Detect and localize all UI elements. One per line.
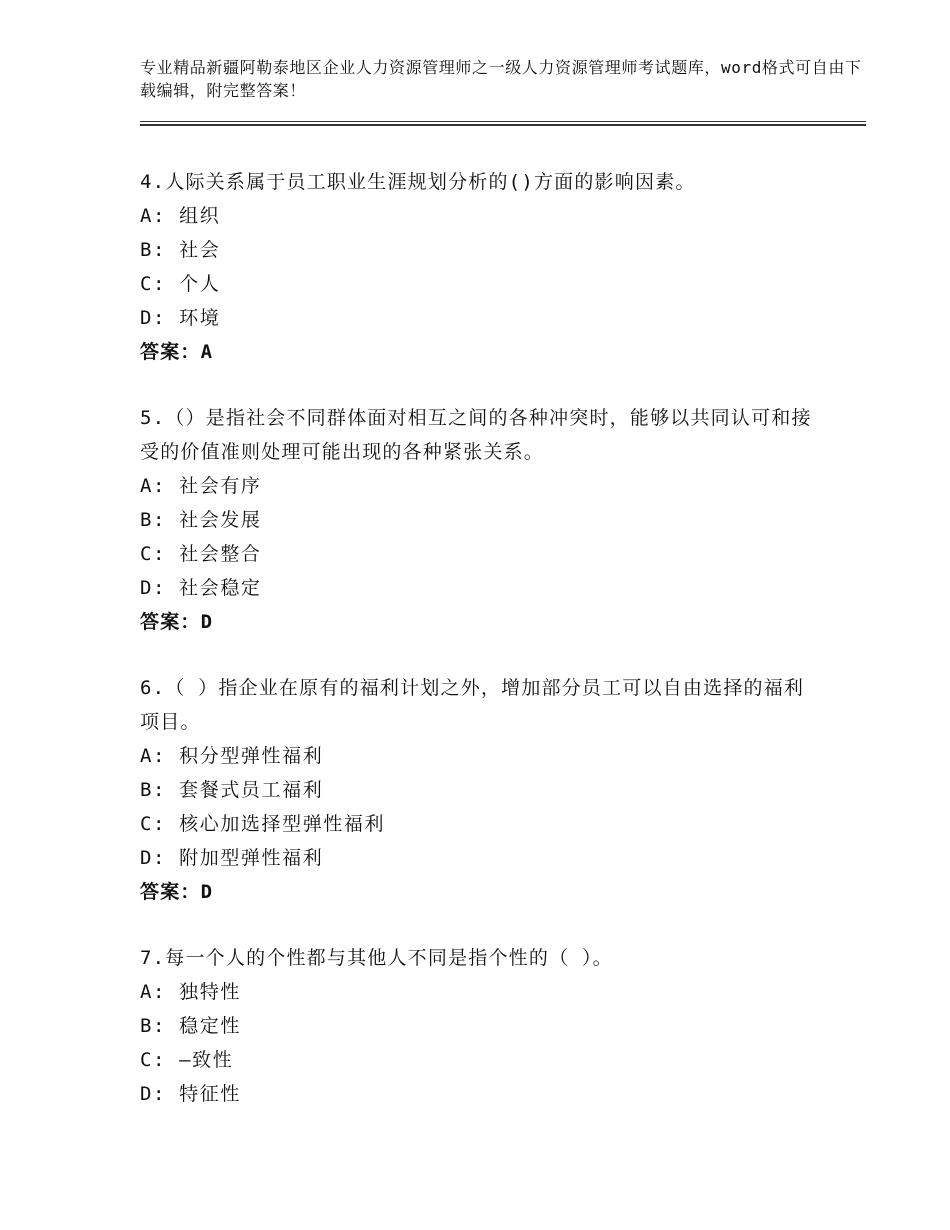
question-stem: 5.（）是指社会不同群体面对相互之间的各种冲突时，能够以共同认可和接受的价值准则处理可能出现的各种紧张关系。 <box>140 407 812 463</box>
question-stem: 4.人际关系属于员工职业生涯规划分析的()方面的影响因素。 <box>140 171 696 193</box>
option-d: D: 附加型弹性福利 <box>140 847 324 869</box>
option-a: A: 组织 <box>140 205 221 227</box>
question-stem: 7.每一个人的个性都与其他人不同是指个性的（ ）。 <box>140 947 613 969</box>
option-a: A: 社会有序 <box>140 475 262 497</box>
option-c: C: —致性 <box>140 1049 234 1071</box>
question-list <box>140 165 866 1111</box>
document-header: 专业精品新疆阿勒泰地区企业人力资源管理师之一级人力资源管理师考试题库，word格式可自由下载编辑，附完整答案！ <box>140 58 862 100</box>
option-a: A: 积分型弹性福利 <box>140 745 324 767</box>
option-d: D: 环境 <box>140 307 221 329</box>
question-item <box>140 165 866 369</box>
option-d: D: 社会稳定 <box>140 577 262 599</box>
question-stem: 6.（ ）指企业在原有的福利计划之外，增加部分员工可以自由选择的福利项目。 <box>140 677 805 733</box>
question-item <box>140 941 866 1111</box>
option-c: C: 核心加选择型弹性福利 <box>140 813 386 835</box>
question-item <box>140 401 866 639</box>
option-d: D: 特征性 <box>140 1083 241 1105</box>
option-b: B: 社会 <box>140 239 221 261</box>
option-b: B: 套餐式员工福利 <box>140 779 324 801</box>
answer-line: 答案：D <box>140 611 214 633</box>
option-a: A: 独特性 <box>140 981 241 1003</box>
question-item <box>140 671 866 909</box>
option-c: C: 个人 <box>140 273 221 295</box>
header-divider <box>140 121 866 126</box>
option-c: C: 社会整合 <box>140 543 262 565</box>
answer-line: 答案：D <box>140 881 214 903</box>
answer-line: 答案：A <box>140 341 214 363</box>
option-b: B: 社会发展 <box>140 509 262 531</box>
document-page <box>140 56 866 1143</box>
option-b: B: 稳定性 <box>140 1015 241 1037</box>
